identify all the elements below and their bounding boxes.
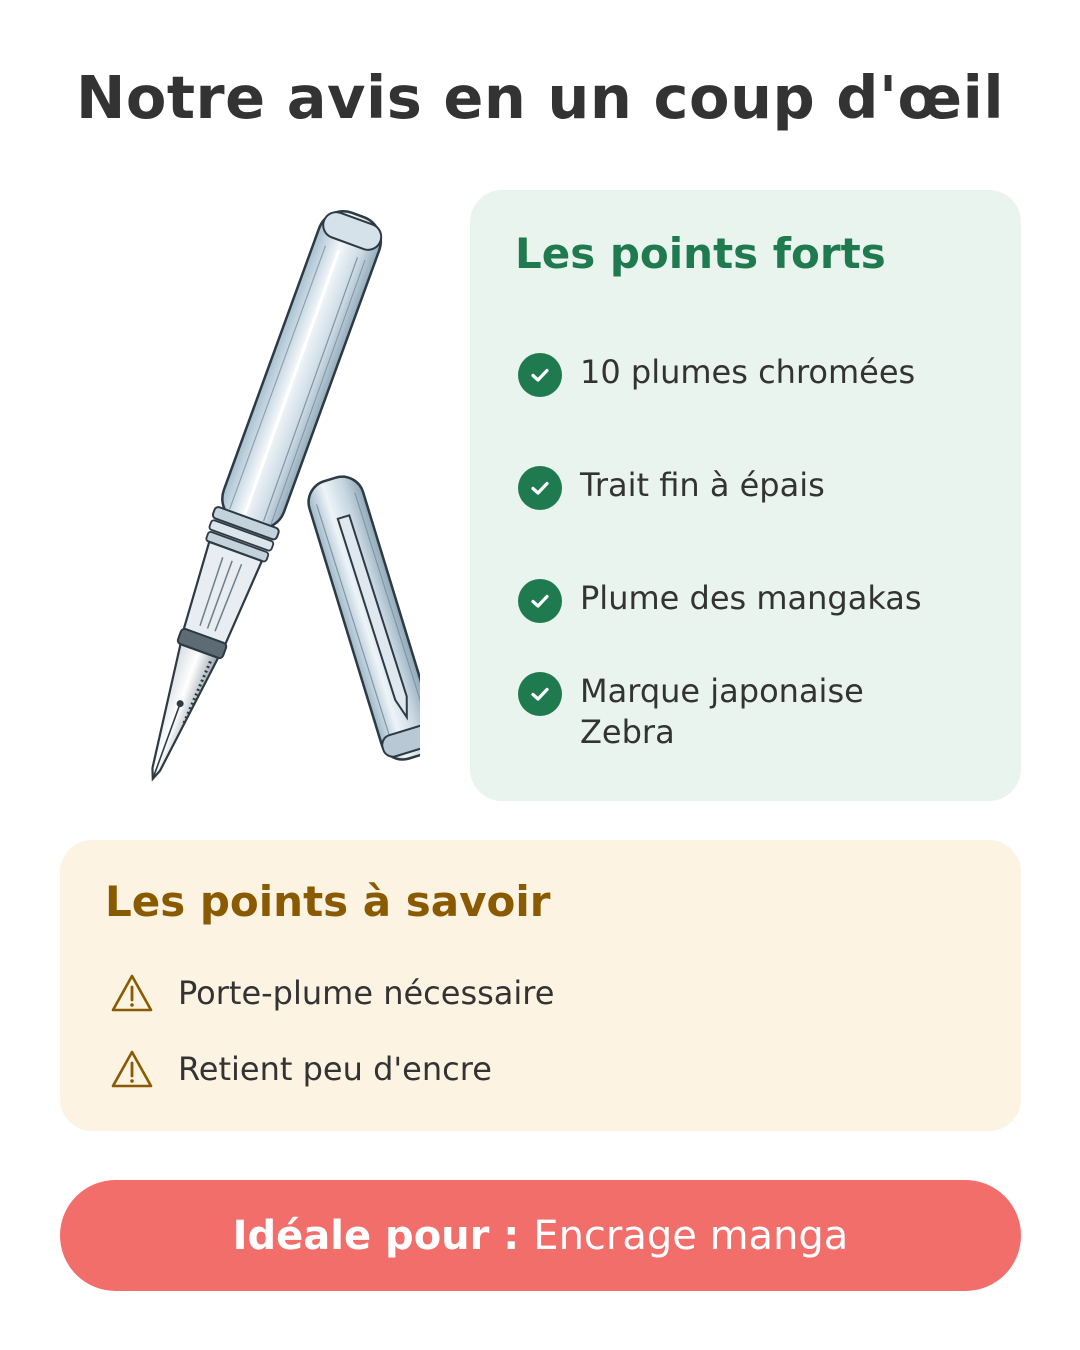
strength-text: Trait fin à épais (580, 466, 825, 504)
warning-icon (110, 1049, 154, 1089)
caveat-item (110, 973, 554, 1013)
check-circle-icon (518, 466, 562, 510)
caveat-text: Retient peu d'encre (178, 1050, 492, 1088)
strength-item (518, 353, 980, 397)
ideal-for-label: Idéale pour : (232, 1212, 520, 1259)
ideal-for-value: Encrage manga (533, 1212, 849, 1259)
strengths-card (470, 190, 1021, 801)
caveat-item (110, 1049, 492, 1089)
ideal-for-banner (60, 1180, 1021, 1291)
strength-item (518, 579, 980, 623)
strength-text: 10 plumes chromées (580, 353, 916, 391)
caveats-title: Les points à savoir (105, 877, 551, 926)
strengths-title: Les points forts (515, 229, 886, 278)
page-title: Notre avis en un coup d'œil (75, 63, 1005, 132)
caveat-text: Porte-plume nécessaire (178, 974, 555, 1012)
caveats-card (60, 840, 1021, 1131)
strength-item (518, 672, 910, 753)
strength-item (518, 466, 980, 510)
check-circle-icon (518, 353, 562, 397)
warning-icon (110, 973, 154, 1013)
check-circle-icon (518, 579, 562, 623)
fountain-pen-illustration (90, 195, 420, 795)
check-circle-icon (518, 672, 562, 716)
strength-text: Plume des mangakas (580, 579, 922, 617)
strength-text: Marque japonaise Zebra (580, 672, 864, 751)
